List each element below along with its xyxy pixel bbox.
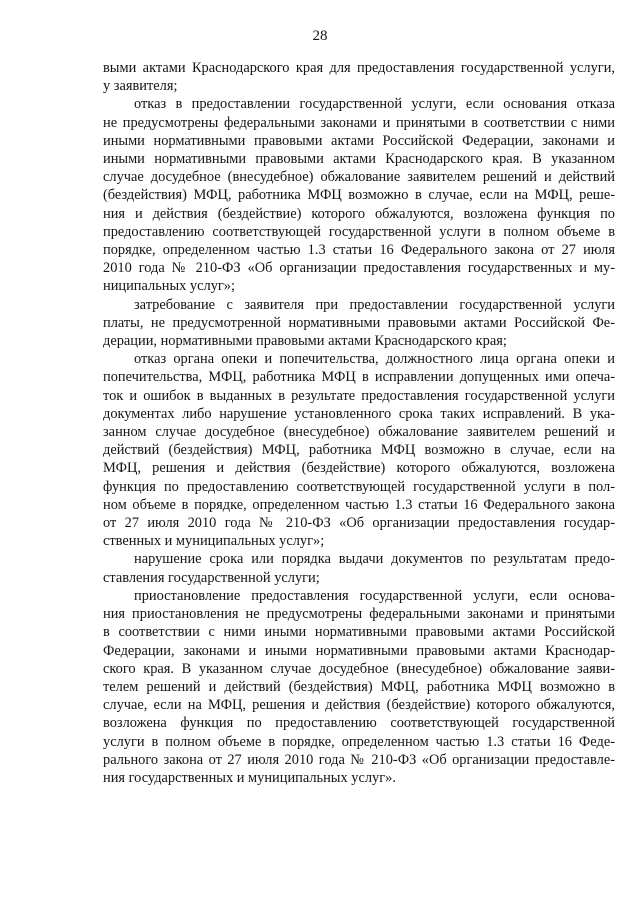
text-line: функция по предоставлению соответствующей государственной услуги в пол- bbox=[103, 478, 615, 495]
text-line: иными нормативными правовыми актами Краснодарского края. В указанном bbox=[103, 151, 615, 168]
text-line: нарушение срока или порядка выдачи документов по результатам предо- bbox=[134, 551, 615, 568]
text-line: затребование с заявителя при предоставлении государственной услуги bbox=[134, 296, 615, 313]
text-line: попечительства, МФЦ, работника МФЦ в исправлении допущенных ими опеча- bbox=[103, 369, 615, 386]
text-line: приостановление предоставления государственной услуги, если основа- bbox=[134, 587, 615, 604]
text-line: у заявителя; bbox=[103, 78, 178, 95]
text-line: отказ в предоставлении государственной услуги, если основания отказа bbox=[134, 96, 615, 113]
text-line: случае, если на МФЦ, решения и действия (бездействие) которого обжалуются, bbox=[103, 697, 615, 714]
text-line: МФЦ, решения и действия (бездействие) которого обжалуются, возложена bbox=[103, 460, 615, 477]
paragraph bbox=[103, 587, 615, 787]
paragraph bbox=[103, 59, 615, 95]
text-line: дерации, нормативными правовыми актами Краснодарского края; bbox=[103, 333, 507, 350]
text-line: документах либо нарушение установленного срока таких исправлений. В ука- bbox=[103, 405, 615, 422]
text-line: рального закона от 27 июля 2010 года № 210-ФЗ «Об организации предоставле- bbox=[103, 751, 615, 768]
text-line: занном случае досудебное (внесудебное) обжалование заявителем решений и bbox=[103, 424, 615, 441]
text-line: ния и действия (бездействие) которого обжалуются, возложена функция по bbox=[103, 205, 615, 222]
text-line: выми актами Краснодарского края для предоставления государственной услуги, bbox=[103, 60, 615, 76]
text-line: ном объеме в порядке, определенном частью 1.3 статьи 16 Федерального закона bbox=[103, 496, 615, 513]
text-line: ниципальных услуг»; bbox=[103, 278, 235, 295]
text-line: не предусмотрены федеральными законами и принятыми в соответствии с ними bbox=[103, 114, 615, 131]
text-line: ния государственных и муниципальных услуг». bbox=[103, 769, 396, 786]
text-line: платы, не предусмотренной нормативными правовыми актами Российской Фе- bbox=[103, 314, 615, 331]
text-line: ния приостановления не предусмотрены федеральными законами и принятыми bbox=[103, 606, 615, 623]
paragraph bbox=[103, 95, 615, 295]
text-line: услуги в полном объеме в порядке, определенном частью 1.3 статьи 16 Феде- bbox=[103, 733, 615, 750]
text-line: телем решений и действий (бездействия) МФЦ, работника МФЦ возможно в bbox=[103, 678, 615, 695]
text-line: в соответствии с ними иными нормативными правовыми актами Российской bbox=[103, 624, 615, 641]
text-line: случае досудебное (внесудебное) обжалование заявителем решений и действий bbox=[103, 169, 615, 186]
text-line: возложена функция по предоставлению соответствующей государственной bbox=[103, 715, 615, 732]
text-line: действий (бездействия) МФЦ, работника МФЦ возможно в случае, если на bbox=[103, 442, 615, 459]
text-line: ского края. В указанном случае досудебное (внесудебное) обжалование заяви- bbox=[103, 660, 615, 677]
text-line: ток и ошибок в выданных в результате предоставления государственной услуги bbox=[103, 387, 615, 404]
text-line: (бездействия) МФЦ, работника МФЦ возможно в случае, если на МФЦ, реше- bbox=[103, 187, 615, 204]
text-line: 2010 года № 210-ФЗ «Об организации предоставления государственных и му- bbox=[103, 260, 615, 277]
paragraph bbox=[103, 350, 615, 550]
text-line: предоставлению соответствующей государственной услуги в полном объеме в bbox=[103, 223, 615, 240]
text-line: ственных и муниципальных услуг»; bbox=[103, 533, 325, 550]
paragraph bbox=[103, 550, 615, 586]
document-body bbox=[103, 59, 615, 787]
text-line: иными нормативными правовыми актами Российской Федерации, законами и bbox=[103, 132, 615, 149]
page-number: 28 bbox=[312, 28, 328, 44]
text-line: Федерации, законами и иными нормативными правовыми актами Краснодар- bbox=[103, 642, 615, 659]
text-line: отказ органа опеки и попечительства, должностного лица органа опеки и bbox=[134, 351, 615, 368]
text-line: ставления государственной услуги; bbox=[103, 569, 320, 586]
text-line: от 27 июля 2010 года № 210-ФЗ «Об организации предоставления государ- bbox=[103, 515, 615, 532]
text-line: порядке, определенном частью 1.3 статьи 16 Федерального закона от 27 июля bbox=[103, 242, 615, 259]
paragraph bbox=[103, 296, 615, 351]
